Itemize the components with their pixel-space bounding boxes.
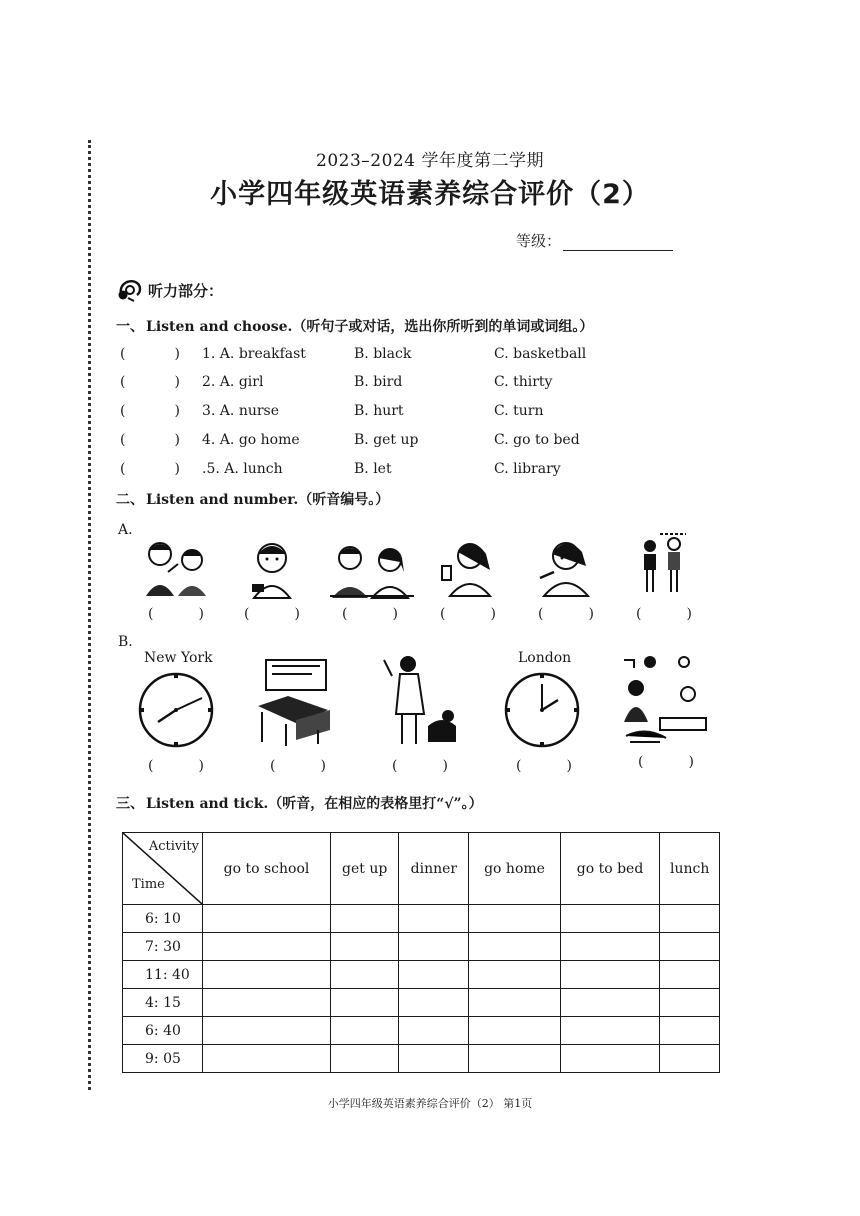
two-kids-eating-illustration xyxy=(328,540,416,600)
row-time: 7: 30 xyxy=(123,933,203,961)
number-blank[interactable]: ( ) xyxy=(244,606,300,622)
tick-cell[interactable] xyxy=(203,1045,331,1073)
table-row xyxy=(123,989,720,1017)
page-footer: 小学四年级英语素养综合评价（2） 第1页 xyxy=(327,1097,533,1110)
question-row: ( ) 1. A. breakfast B. black C. basketball xyxy=(120,346,587,362)
question-row: ( ) 2. A. girl B. bird C. thirty xyxy=(120,374,553,390)
school-year: 2023–2024 学年度第二学期 xyxy=(316,151,544,171)
tick-cell[interactable] xyxy=(399,989,469,1017)
section-1-title: 一、 Listen and choose.（听句子或对话，选出你所听到的单词或词组。） xyxy=(116,319,594,335)
column-header: go to bed xyxy=(560,833,660,905)
tick-cell[interactable] xyxy=(399,1045,469,1073)
headphones-icon xyxy=(116,276,144,304)
table-row xyxy=(123,905,720,933)
tick-cell[interactable] xyxy=(203,905,331,933)
clock-icon xyxy=(502,670,582,750)
column-header: lunch xyxy=(660,833,720,905)
answer-blank[interactable]: ( ) xyxy=(120,346,180,362)
number-blank[interactable]: ( ) xyxy=(270,758,326,774)
tick-table xyxy=(122,832,720,1073)
tick-cell[interactable] xyxy=(331,1017,399,1045)
question-row: ( ) .5. A. lunch B. let C. library xyxy=(120,461,561,477)
tick-cell[interactable] xyxy=(399,1017,469,1045)
man-and-dog-illustration xyxy=(378,652,462,748)
number-blank[interactable]: ( ) xyxy=(148,758,204,774)
question-row: ( ) 4. A. go home B. get up C. go to bed xyxy=(120,432,580,448)
tick-cell[interactable] xyxy=(560,905,660,933)
tick-cell[interactable] xyxy=(469,905,560,933)
corner-time-label: Time xyxy=(132,877,165,892)
number-blank[interactable]: ( ) xyxy=(636,606,692,622)
listening-label: 听力部分： xyxy=(148,281,224,300)
tick-cell[interactable] xyxy=(203,961,331,989)
row-time: 11: 40 xyxy=(123,961,203,989)
city-label-new-york: New York xyxy=(144,650,213,666)
listening-heading xyxy=(116,276,223,304)
tick-cell[interactable] xyxy=(660,961,720,989)
row-time: 4: 15 xyxy=(123,989,203,1017)
answer-blank[interactable]: ( ) xyxy=(120,461,180,477)
tick-cell[interactable] xyxy=(331,1045,399,1073)
number-blank[interactable]: ( ) xyxy=(342,606,398,622)
tick-cell[interactable] xyxy=(469,933,560,961)
number-blank[interactable]: ( ) xyxy=(440,606,496,622)
number-blank[interactable]: ( ) xyxy=(148,606,204,622)
tick-cell[interactable] xyxy=(660,989,720,1017)
answer-blank[interactable]: ( ) xyxy=(120,403,180,419)
table-row xyxy=(123,961,720,989)
boy-eating-illustration xyxy=(244,538,300,600)
clock-icon xyxy=(136,670,216,750)
corner-activity-label: Activity xyxy=(148,839,199,854)
option-b: B. black xyxy=(354,346,412,362)
option-c: C. go to bed xyxy=(494,432,580,448)
tick-cell[interactable] xyxy=(331,933,399,961)
section-2-title: 二、 Listen and number.（听音编号。） xyxy=(116,492,390,508)
tick-cell[interactable] xyxy=(203,989,331,1017)
option-b: B. let xyxy=(354,461,392,477)
column-header: dinner xyxy=(399,833,469,905)
grade-label: 等级： xyxy=(516,232,562,250)
tick-cell[interactable] xyxy=(469,1045,560,1073)
question-row: ( ) 3. A. nurse B. hurt C. turn xyxy=(120,403,544,419)
number-blank[interactable]: ( ) xyxy=(392,758,448,774)
tick-cell[interactable] xyxy=(399,961,469,989)
tick-cell[interactable] xyxy=(660,1045,720,1073)
table-corner-cell xyxy=(123,833,203,905)
row-time: 9: 05 xyxy=(123,1045,203,1073)
two-kids-illustration xyxy=(138,536,216,600)
option-b: B. hurt xyxy=(354,403,404,419)
tick-cell[interactable] xyxy=(331,961,399,989)
girl-drinking-illustration xyxy=(436,536,496,598)
boy-with-bag-illustration xyxy=(638,530,694,596)
option-b: B. bird xyxy=(354,374,403,390)
number-blank[interactable]: ( ) xyxy=(638,754,694,770)
tick-cell[interactable] xyxy=(560,1045,660,1073)
answer-blank[interactable]: ( ) xyxy=(120,432,180,448)
city-label-london: London xyxy=(518,650,572,666)
tick-cell[interactable] xyxy=(469,1017,560,1045)
tick-cell[interactable] xyxy=(331,989,399,1017)
grade-blank[interactable] xyxy=(563,237,673,251)
table-row xyxy=(123,1045,720,1073)
tick-cell[interactable] xyxy=(469,961,560,989)
tick-cell[interactable] xyxy=(399,905,469,933)
option-b: B. get up xyxy=(354,432,419,448)
family-dinner-illustration xyxy=(620,652,710,746)
row-time: 6: 40 xyxy=(123,1017,203,1045)
tick-cell[interactable] xyxy=(660,933,720,961)
section-3-title: 三、 Listen and tick.（听音，在相应的表格里打“√”。） xyxy=(116,796,483,812)
binding-dotted-line xyxy=(88,140,91,1090)
tick-cell[interactable] xyxy=(560,1017,660,1045)
column-header: go to school xyxy=(203,833,331,905)
tick-cell[interactable] xyxy=(560,989,660,1017)
answer-blank[interactable]: ( ) xyxy=(120,374,180,390)
tick-cell[interactable] xyxy=(203,933,331,961)
grade-field xyxy=(516,230,673,251)
tick-cell[interactable] xyxy=(560,961,660,989)
classroom-illustration xyxy=(256,656,340,748)
tick-cell[interactable] xyxy=(660,905,720,933)
option-c: C. thirty xyxy=(494,374,553,390)
page-title: 小学四年级英语素养综合评价（2） xyxy=(210,179,650,210)
number-blank[interactable]: ( ) xyxy=(516,758,572,774)
tick-cell[interactable] xyxy=(660,1017,720,1045)
row-time: 6: 10 xyxy=(123,905,203,933)
table-header-row xyxy=(123,833,720,905)
option-c: C. basketball xyxy=(494,346,587,362)
option-c: C. library xyxy=(494,461,561,477)
column-header: get up xyxy=(331,833,399,905)
column-header: go home xyxy=(469,833,560,905)
girl-brushing-illustration xyxy=(534,534,596,598)
table-row xyxy=(123,1017,720,1045)
tick-cell[interactable] xyxy=(469,989,560,1017)
tick-cell[interactable] xyxy=(399,933,469,961)
tick-cell[interactable] xyxy=(331,905,399,933)
table-row xyxy=(123,933,720,961)
option-c: C. turn xyxy=(494,403,544,419)
number-blank[interactable]: ( ) xyxy=(538,606,594,622)
tick-cell[interactable] xyxy=(560,933,660,961)
part-a-label: A. xyxy=(118,522,133,538)
tick-cell[interactable] xyxy=(203,1017,331,1045)
part-b-label: B. xyxy=(118,634,133,650)
